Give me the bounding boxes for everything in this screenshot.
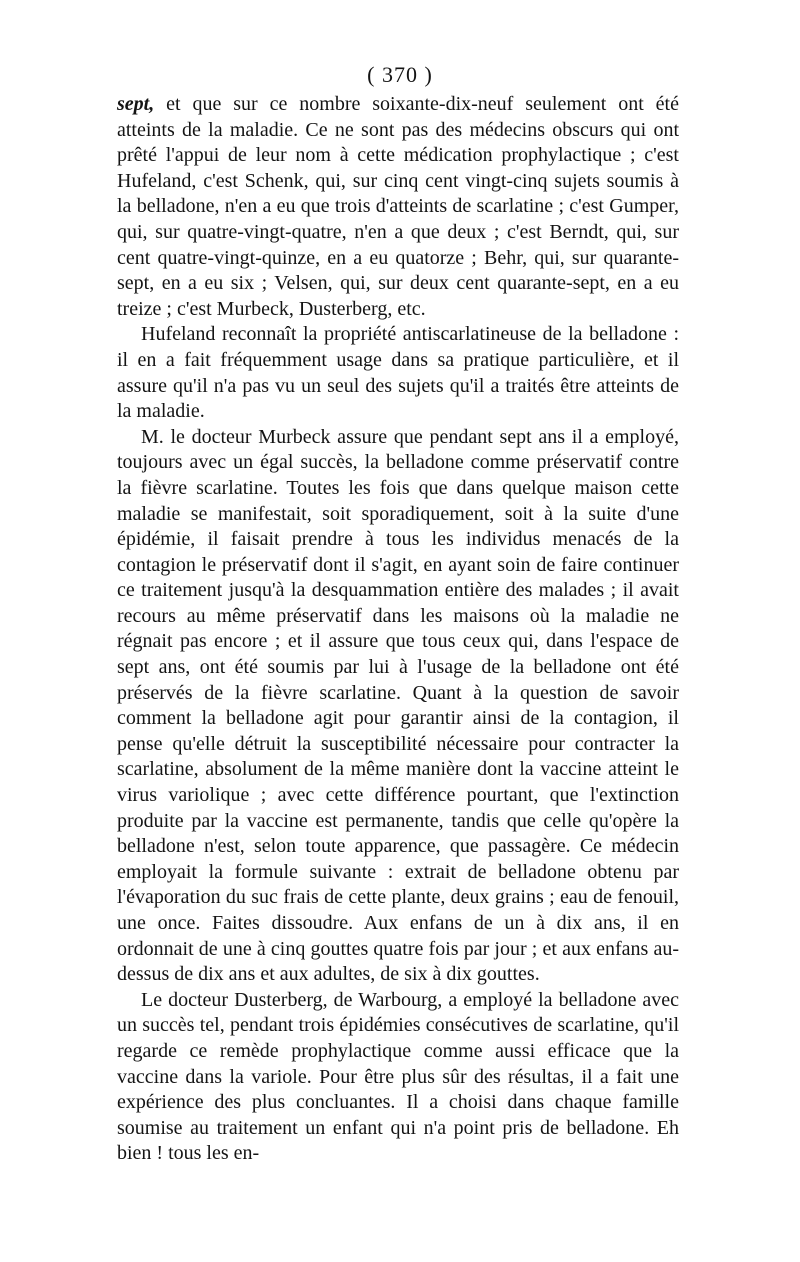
body-text <box>117 92 679 1167</box>
paragraph-1 <box>117 92 679 322</box>
paragraph-4: Le docteur Dusterberg, de Warbourg, a employé la belladone avec un succès tel, pendant trois épidémies consécutives de scarlatine, qu'il regarde ce remède prophylactique comme aussi efficace que la vaccine dans la variole. Pour être plus sûr des résultas, il a fait une expérience des plus concluantes. Il a choisi dans chaque famille soumise au traitement un enfant qui n'a point pris de belladone. Eh bien ! tous les en- <box>117 988 679 1165</box>
paragraph-3: M. le docteur Murbeck assure que pendant sept ans il a employé, toujours avec un égal succès, la belladone comme préservatif contre la fièvre scarlatine. Toutes les fois que dans quelque maison cette maladie se manifestait, soit sporadiquement, soit à la suite d'une épidémie, il faisait prendre à tous les individus menacés de la contagion le préservatif dont il s'agit, en ayant soin de faire continuer ce traitement jusqu'à la desquammation entière des malades ; il avait recours au même préservatif dans les maisons où la maladie ne régnait pas encore ; et il assure que tous ceux qui, dans l'espace de sept ans, ont été soumis par lui à l'usage de la belladone ont été préservés de la fièvre scarlatine. Quant à la question de savoir comment la belladone agit pour garantir ainsi de la contagion, il pense qu'elle détruit la susceptibilité nécessaire pour contracter la scarlatine, absolument de la même manière dont la vaccine atteint le virus variolique ; avec cette différence pourtant, que l'extinction produite par la vaccine est permanente, tandis que celle qu'opère la belladone n'est, selon toute apparence, que passagère. Ce médecin employait la formule suivante : extrait de belladone obtenu par l'évaporation du suc frais de cette plante, deux grains ; eau de fenouil, une once. Faites dissoudre. Aux enfans de un à dix ans, il en ordonnait de une à cinq gouttes quatre fois par jour ; et aux enfans au-dessus de dix ans et aux adultes, de six à dix gouttes. <box>117 425 679 986</box>
paragraph-2: Hufeland reconnaît la propriété antiscarlatineuse de la belladone : il en a fait fréquemment usage dans sa pratique particulière, et il assure qu'il n'a pas vu un seul des sujets qu'il a traités être atteints de la maladie. <box>117 323 679 423</box>
paragraph-1-lead-word: sept, <box>117 93 155 115</box>
page-number: ( 370 ) <box>367 62 433 87</box>
paragraph-1-text: et que sur ce nombre soixante-dix-neuf seulement ont été atteints de la maladie. Ce ne sont pas des médecins obscurs qui ont prêté l'appui de leur nom à cette médication prophylactique ; c'est Hufeland, c'est Schenk, qui, sur cinq cent vingt-cinq sujets soumis à la belladone, n'en a eu que trois d'atteints de scarlatine ; c'est Gumper, qui, sur quatre-vingt-quatre, n'en a que deux ; c'est Berndt, qui, sur cent quatre-vingt-quinze, en a eu quatorze ; Behr, qui, sur quarante-sept, en a eu six ; Velsen, qui, sur deux cent quarante-sept, en a eu treize ; c'est Murbeck, Dusterberg, etc. <box>117 93 679 320</box>
